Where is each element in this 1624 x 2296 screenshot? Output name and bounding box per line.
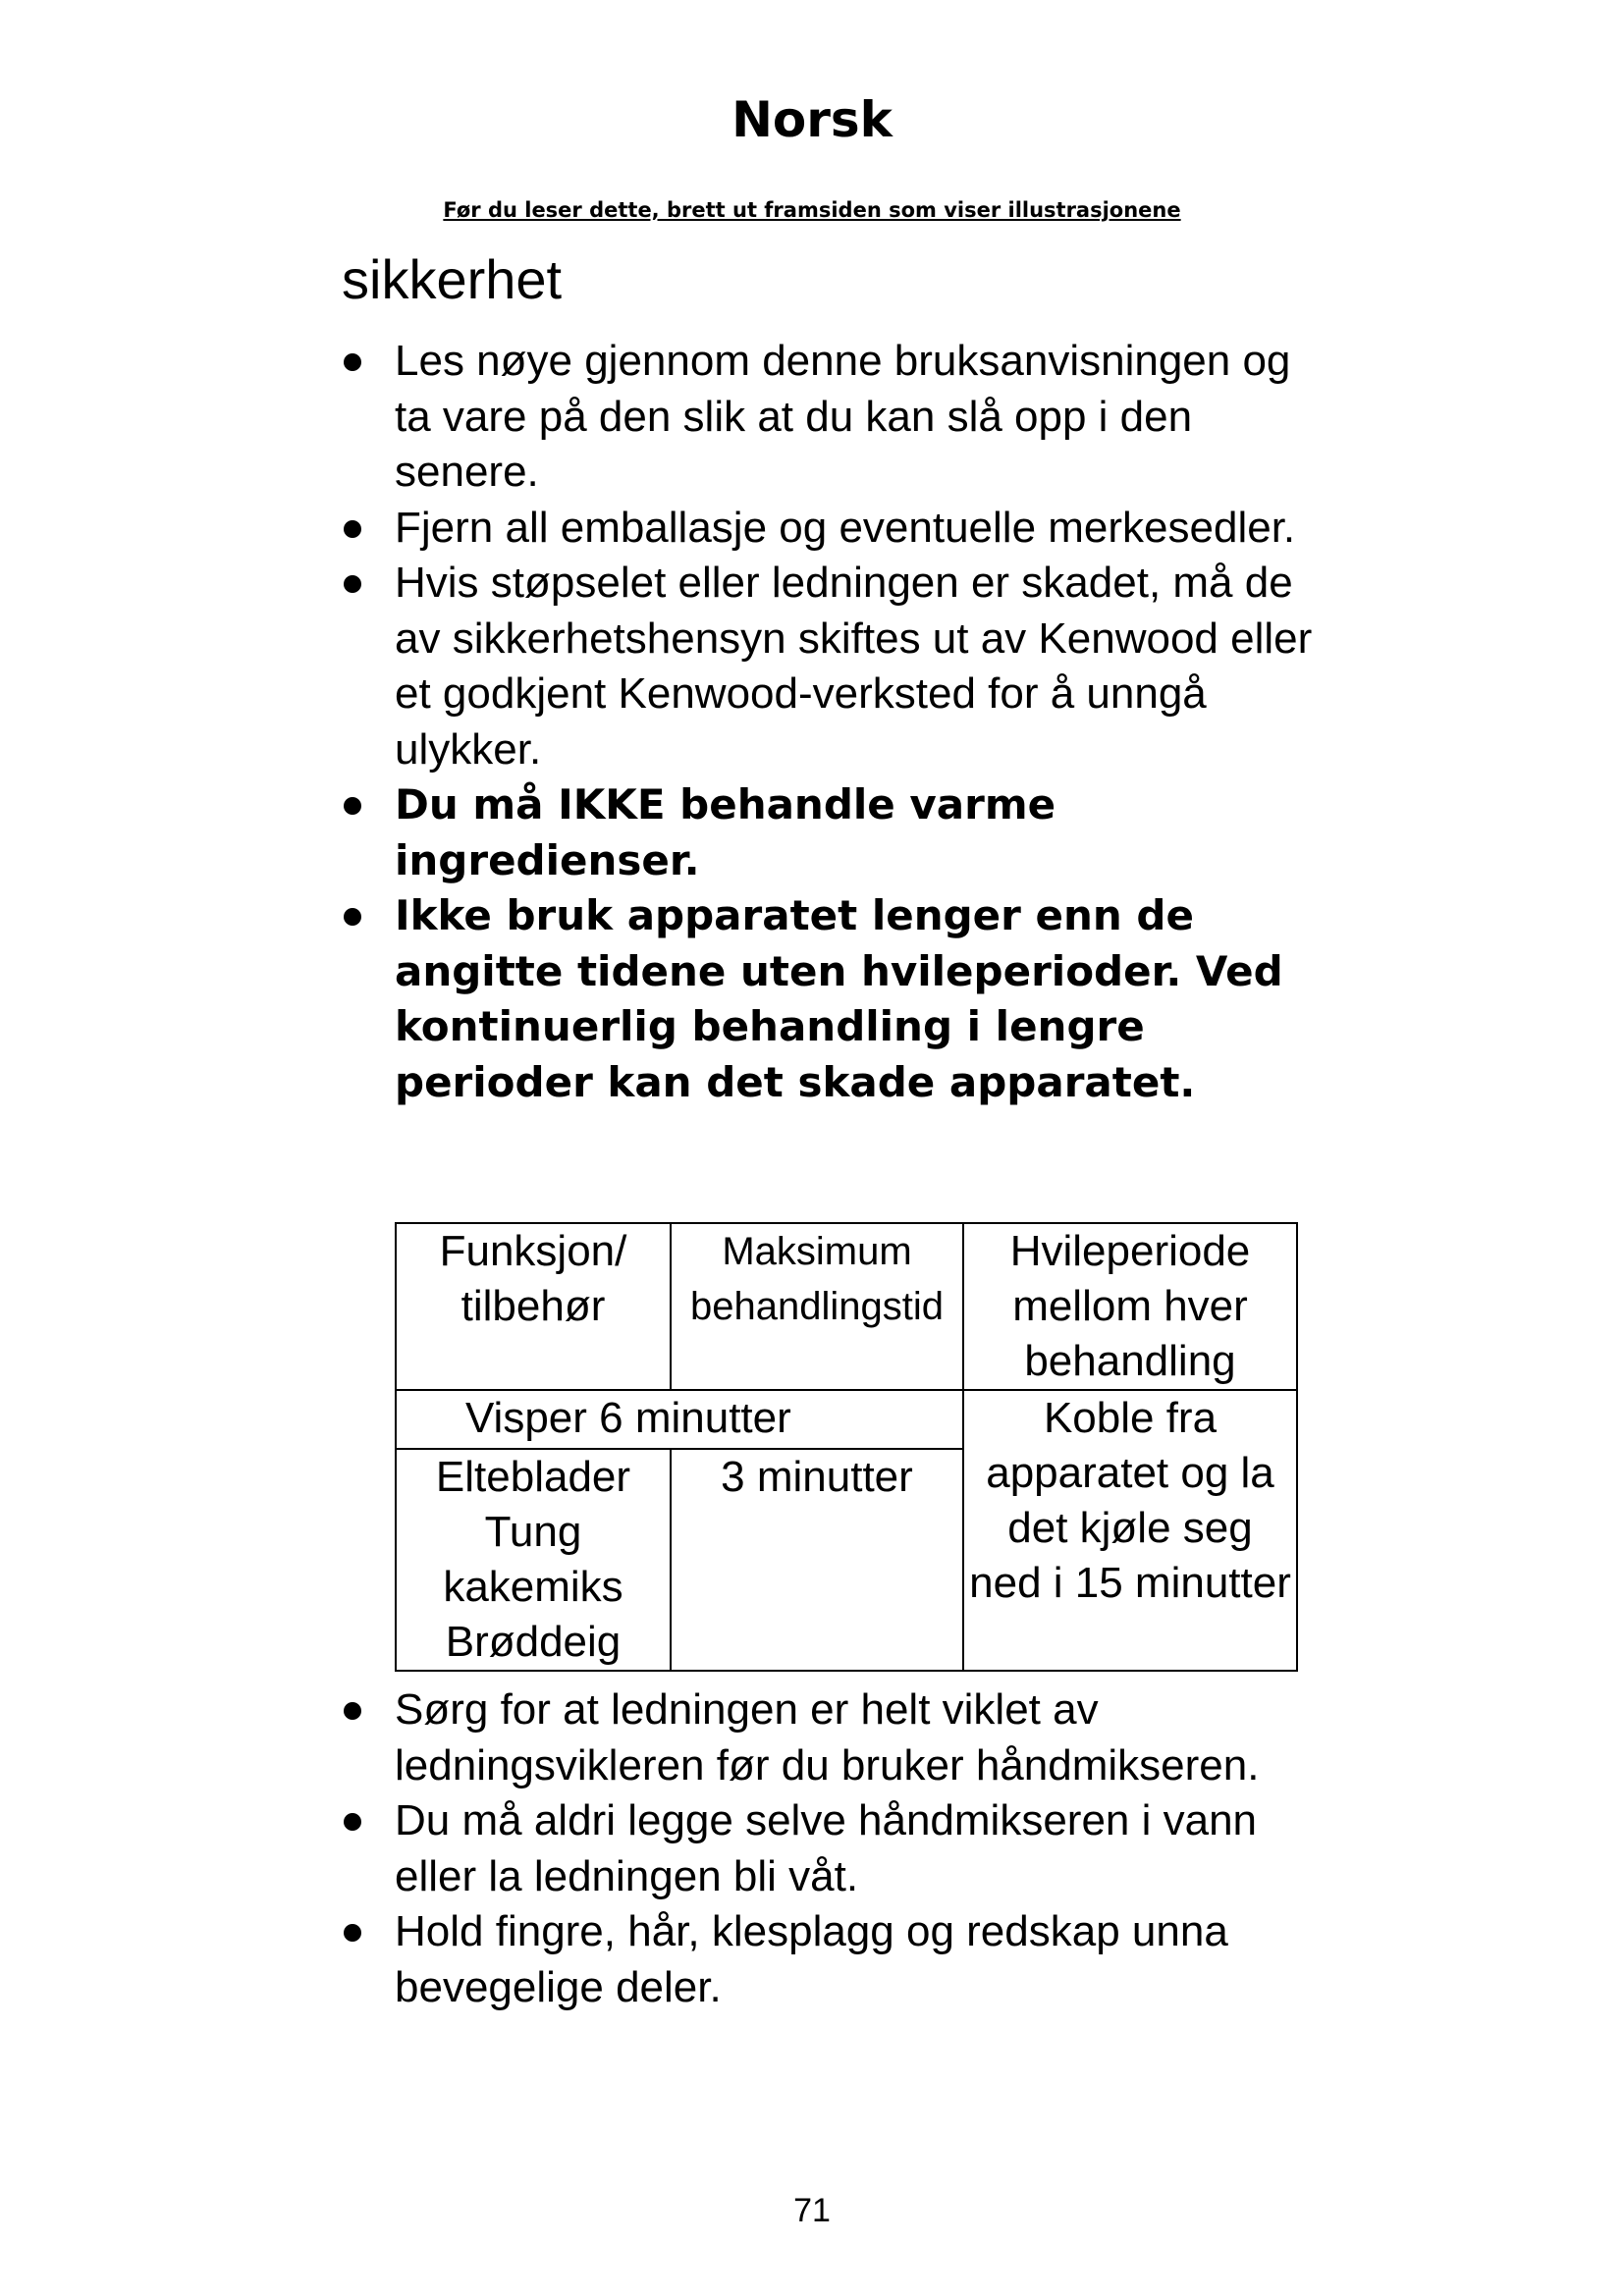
list-item	[342, 888, 1324, 1110]
list-item	[342, 777, 1324, 888]
list-item-text: Ikke bruk apparatet lenger enn de angitte tidene uten hvileperioder. Ved kontinuerlig behandling i lengre perioder kan det skade apparatet.	[395, 891, 1283, 1106]
bullet-icon	[344, 908, 361, 926]
list-item-text: Du må aldri legge selve håndmikseren i vann eller la ledningen bli våt.	[395, 1796, 1258, 1900]
list-item-text: Sørg for at ledningen er helt viklet av ledningsvikleren før du bruker håndmikseren.	[395, 1685, 1260, 1789]
bullet-icon	[344, 797, 361, 815]
bullet-icon	[344, 575, 361, 593]
list-item-text: Les nøye gjennom denne bruksanvisningen og ta vare på den slik at du kan slå opp i den senere.	[395, 337, 1291, 496]
table-header-rest-period: Hvileperiode mellom hver behandling	[963, 1223, 1297, 1390]
list-item-text: Fjern all emballasje og eventuelle merkesedler.	[395, 503, 1296, 552]
bullet-icon	[344, 1924, 361, 1942]
table-header-max-time: Maksimum behandlingstid	[671, 1223, 963, 1390]
page-heading: Norsk	[731, 91, 893, 148]
table-row	[396, 1390, 1297, 1449]
bullet-icon	[344, 1702, 361, 1720]
bullet-icon	[344, 520, 361, 538]
table-row	[396, 1223, 1297, 1390]
section-title: sikkerhet	[342, 248, 563, 310]
list-item	[342, 1904, 1324, 2015]
safety-list-bottom	[342, 1682, 1324, 2015]
table-header-function: Funksjon/ tilbehør	[396, 1223, 671, 1390]
list-item	[342, 556, 1324, 777]
page-number: 71	[793, 2192, 831, 2229]
list-item	[342, 334, 1324, 501]
list-item	[342, 1793, 1324, 1904]
bullet-icon	[344, 353, 361, 371]
processing-limits-table	[395, 1222, 1298, 1672]
table-cell-dough-hooks: Elteblader Tung kakemiks Brøddeig	[396, 1449, 671, 1671]
fold-out-note: Før du leser dette, brett ut framsiden som viser illustrasjonene	[443, 198, 1181, 222]
list-item	[342, 1682, 1324, 1793]
list-item-text: Hold fingre, hår, klesplagg og redskap unna bevegelige deler.	[395, 1907, 1228, 2011]
table-cell-whisk: Visper 6 minutter	[396, 1390, 963, 1449]
safety-list-top	[342, 334, 1324, 1110]
list-item-text: Hvis støpselet eller ledningen er skadet, må de av sikkerhetshensyn skiftes ut av Kenwood eller et godkjent Kenwood-verksted for å unngå ulykker.	[395, 559, 1313, 774]
list-item	[342, 501, 1324, 557]
table-cell-dough-time: 3 minutter	[671, 1449, 963, 1671]
table-cell-rest-period: Koble fra apparatet og la det kjøle seg ned i 15 minutter	[963, 1390, 1297, 1671]
list-item-text: Du må IKKE behandle varme ingredienser.	[395, 780, 1056, 884]
bullet-icon	[344, 1813, 361, 1831]
